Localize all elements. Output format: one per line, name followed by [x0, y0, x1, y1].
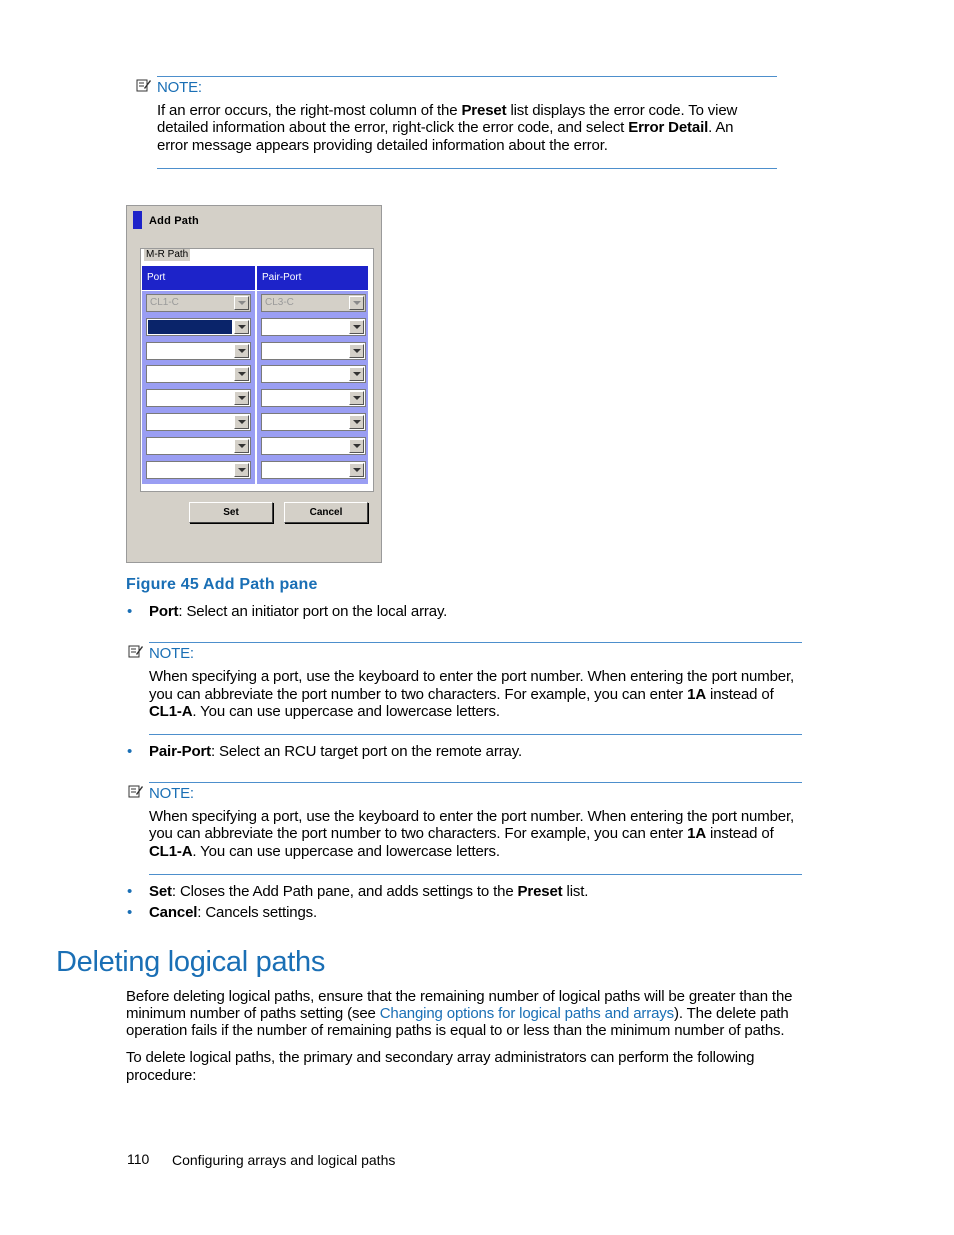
pair-port-combo-5[interactable] [261, 389, 366, 407]
note2-text: . You can use uppercase and lowercase letters. [192, 703, 500, 720]
section-p2-line2: procedure: [126, 1067, 197, 1084]
port-combo-4[interactable] [146, 365, 251, 383]
note1-text: detailed information about the error, right-click the error code, and select [157, 119, 629, 136]
set-description-end: list. [562, 883, 589, 900]
port-combo-7[interactable] [146, 437, 251, 455]
pair-port-combo-6[interactable] [261, 413, 366, 431]
note3-line3 [149, 843, 500, 861]
chevron-down-icon [349, 344, 364, 358]
bullet-port [149, 603, 447, 621]
chevron-down-icon [234, 344, 249, 358]
set-preset: Preset [517, 883, 563, 900]
bullet-dot: • [127, 603, 133, 620]
chevron-down-icon [234, 296, 249, 310]
pair-port-combo-8[interactable] [261, 461, 366, 479]
footer-title: Configuring arrays and logical paths [172, 1152, 396, 1168]
add-path-pane [126, 205, 382, 563]
cancel-description: : Cancels settings. [197, 904, 318, 921]
section-p2-line1: To delete logical paths, the primary and secondary array administrators can perform the following [126, 1049, 755, 1066]
pair-port-value: CL3-C [265, 297, 294, 308]
cancel-button[interactable]: Cancel [284, 502, 368, 523]
chevron-down-icon [234, 367, 249, 381]
note2-example: 1A [687, 686, 707, 703]
note3-example: 1A [687, 825, 707, 842]
note1-top-rule [157, 76, 777, 77]
chevron-down-icon [234, 320, 249, 334]
page-number: 110 [127, 1151, 150, 1167]
note3-label: NOTE: [149, 785, 194, 802]
note2-port-name: CL1-A [149, 703, 193, 720]
pair-port-description: : Select an RCU target port on the remote array. [211, 743, 523, 760]
pane-title: Add Path [149, 215, 199, 227]
p1-text: minimum number of paths setting (see [126, 1005, 380, 1022]
set-term: Set [149, 883, 172, 900]
note2-line2 [149, 686, 774, 704]
note1-line3: error message appears providing detailed information about the error. [157, 137, 608, 154]
note2-label: NOTE: [149, 645, 194, 662]
title-bar-marker [133, 211, 142, 229]
cancel-term: Cancel [149, 904, 198, 921]
section-p1-line3: operation fails if the number of remaining paths is equal to or less than the minimum number of paths. [126, 1022, 785, 1039]
note1-text: list displays the error code. To view [506, 102, 738, 119]
bullet-dot: • [127, 743, 133, 760]
port-combo-5[interactable] [146, 389, 251, 407]
pair-port-combo-3[interactable] [261, 342, 366, 360]
note1-label: NOTE: [157, 79, 202, 96]
note2-top-rule [149, 642, 802, 643]
p1-text: ). The delete path [674, 1005, 789, 1022]
column-header-port: Port [142, 266, 255, 290]
set-description: : Closes the Add Path pane, and adds settings to the [171, 883, 518, 900]
note3-top-rule [149, 782, 802, 783]
port-combo-1[interactable] [146, 294, 251, 312]
port-description: : Select an initiator port on the local array. [178, 603, 448, 620]
chevron-down-icon [234, 439, 249, 453]
note1-bottom-rule [157, 168, 777, 169]
chevron-down-icon [349, 320, 364, 334]
chevron-down-icon [349, 439, 364, 453]
mr-path-label: M-R Path [146, 249, 189, 260]
port-combo-2[interactable] [146, 318, 251, 336]
note3-text: you can abbreviate the port number to two characters. For example, you can enter [149, 825, 688, 842]
port-term: Port [149, 603, 179, 620]
port-combo-3[interactable] [146, 342, 251, 360]
chevron-down-icon [349, 367, 364, 381]
note-pencil-icon [136, 78, 152, 92]
pair-port-combo-4[interactable] [261, 365, 366, 383]
chevron-down-icon [349, 463, 364, 477]
bullet-dot: • [127, 883, 133, 900]
changing-options-link[interactable]: Changing options for logical paths and arrays [379, 1005, 675, 1022]
section-heading: Deleting logical paths [56, 946, 326, 978]
note2-line1: When specifying a port, use the keyboard to enter the port number. When entering the port number, [149, 668, 795, 685]
port-combo-6[interactable] [146, 413, 251, 431]
pair-port-term: Pair-Port [149, 743, 211, 760]
selection-highlight [148, 320, 232, 334]
chevron-down-icon [349, 415, 364, 429]
pair-port-combo-1[interactable] [261, 294, 366, 312]
note-pencil-icon [128, 784, 144, 798]
bullet-dot: • [127, 904, 133, 921]
note3-port-name: CL1-A [149, 843, 193, 860]
chevron-down-icon [349, 391, 364, 405]
section-p1-line2 [126, 1005, 789, 1023]
note1-text: . An [708, 119, 734, 136]
bullet-pair-port [149, 743, 522, 761]
note3-text: . You can use uppercase and lowercase letters. [192, 843, 500, 860]
note-pencil-icon [128, 644, 144, 658]
pair-port-combo-2[interactable] [261, 318, 366, 336]
note2-line3 [149, 703, 500, 721]
note1-text: If an error occurs, the right-most column of the [157, 102, 462, 119]
note1-error-detail: Error Detail [628, 119, 709, 136]
note3-text: instead of [706, 825, 774, 842]
chevron-down-icon [234, 463, 249, 477]
note2-text: instead of [706, 686, 774, 703]
section-p1-line1: Before deleting logical paths, ensure that the remaining number of logical paths will be greater than the [126, 988, 793, 1005]
port-combo-8[interactable] [146, 461, 251, 479]
chevron-down-icon [234, 415, 249, 429]
column-header-pair-port: Pair-Port [257, 266, 368, 290]
note2-text: you can abbreviate the port number to two characters. For example, you can enter [149, 686, 688, 703]
note3-line2 [149, 825, 774, 843]
note3-bottom-rule [149, 874, 802, 875]
figure-caption: Figure 45 Add Path pane [126, 576, 318, 593]
port-value: CL1-C [150, 297, 179, 308]
bullet-set [149, 883, 588, 901]
note3-line1: When specifying a port, use the keyboard to enter the port number. When entering the port number, [149, 808, 795, 825]
note1-line2 [157, 119, 733, 137]
note2-bottom-rule [149, 734, 802, 735]
note1-preset: Preset [461, 102, 507, 119]
set-button[interactable]: Set [189, 502, 273, 523]
chevron-down-icon [349, 296, 364, 310]
bullet-cancel [149, 904, 317, 922]
chevron-down-icon [234, 391, 249, 405]
note1-line1 [157, 102, 737, 120]
pair-port-combo-7[interactable] [261, 437, 366, 455]
